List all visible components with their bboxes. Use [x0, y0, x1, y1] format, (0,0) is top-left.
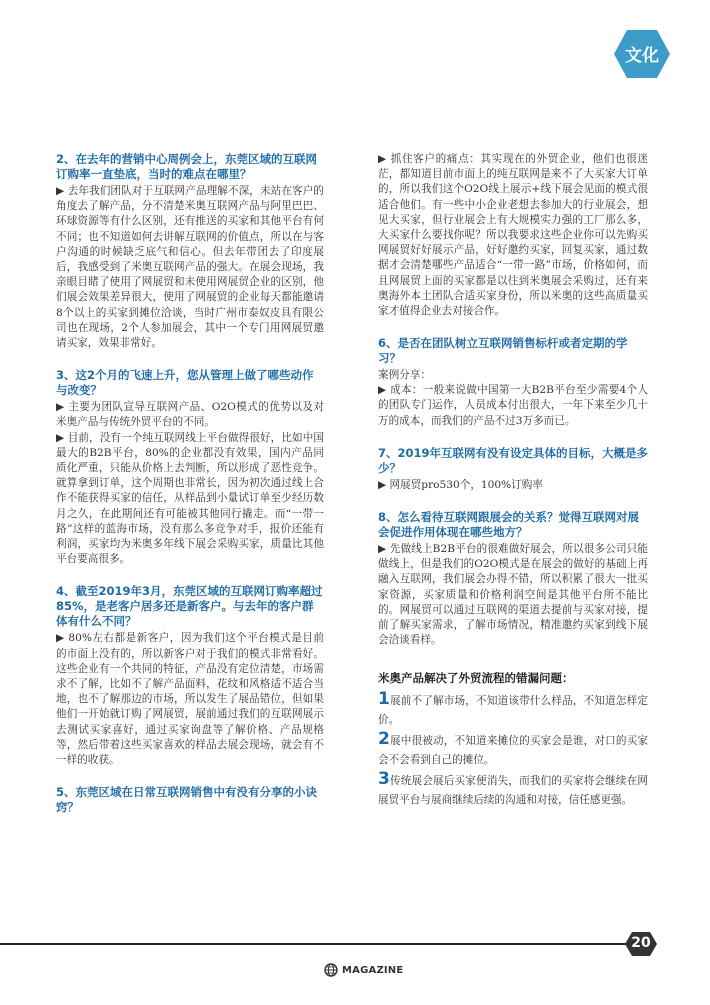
- question-6: 6、是否在团队树立互联网销售标杆或者定期的学习？: [378, 336, 628, 366]
- number-3: 3: [378, 769, 390, 790]
- answer-8: ▶ 先做线上B2B平台的很难做好展会，所以很多公司只能做线上，但是我们的O2O模式是在展会的做好的基础上再融入互联网，我们展会办得不错，所以积累了很大一批买家资源，买家质量和价格利润空间是其他平台所不能比的。网展贸可以通过互联网的渠道去提前与买家对接，提前了解买家需求，了解市场情况，精准邀约买家到线下展会洽谈看样。: [378, 543, 648, 647]
- question-8: 8、怎么看待互联网跟展会的关系？觉得互联网对展会促进作用体现在哪些地方？: [378, 510, 639, 540]
- case-share-label: 案例分享：: [378, 369, 431, 382]
- answer-4: ▶ 80%左右都是新客户，因为我们这个平台模式是目前的市面上没有的，所以新客户对于我们的模式非常看好。这些企业有一个共同的特征，产品没有定位清楚，市场需求不了解，比如不了解产品面料，花纹和风格适不适合当地，也不了解那边的市场，所以发生了展品错位，但如果他们一开始就订购了网展贸，展前通过我们的互联网展示去测试买家喜好，通过买家询盘等了解价格、产品规格等，然后带着这些买家喜欢的样品去展会现场，就会有不一样的收获。: [56, 632, 324, 767]
- answer-7: ▶ 网展贸pro530个，100%订购率: [378, 478, 543, 491]
- section-badge: [612, 28, 672, 80]
- question-4: 4、截至2019年3月，东莞区域的互联网订购率超过85%，是老客户居多还是新客户。与去年的客户群体有什么不同？: [56, 584, 323, 629]
- numbered-item-2-text: 展中很被动，不知道来摊位的买家会是谁，对口的买家会不会看到自己的摊位。: [378, 735, 648, 767]
- question-2: 2、在去年的营销中心周例会上，东莞区域的互联网订购率一直垫底，当时的难点在哪里？: [56, 152, 317, 181]
- answer-6: ▶ 成本：一般来说做中国第一大B2B平台至少需要4个人的团队专门运作，人员成本付出很大，一年下来至少几十万的成本，而我们的产品不过3万多而已。: [378, 384, 648, 427]
- answer-5: ▶ 抓住客户的痛点：其实现在的外贸企业，他们也很迷茫，都知道目前市面上的纯互联网是来不了大买家大订单的，所以我们这个O2O线上展示+线下展会见面的模式很适合他们。有一些中小企业老想去参加大的行业展会，想见大买家，但行业展会上有大规模实力强的工厂那么多，大买家什么要找你呢？所以我要求这些企业你可以先购买网展贸好好展示产品，好好邀约买家，回复买家，通过数据才会清楚哪些产品适合“一带一路”市场，价格如何，而且网展贸上面的买家都是以往到米奥展会采购过，还有来奥海外本土团队合适买家身份，所以米奥的这些高质量买家才值得企业去对接合作。: [378, 153, 648, 318]
- numbered-item-3-text: 传统展会展后买家便消失，而我们的买家将会继续在网展贸平台与展商继续后续的沟通和对接，信任感更强。: [378, 775, 648, 807]
- left-column: [56, 152, 324, 817]
- question-7: 7、2019年互联网有没有设定具体的目标，大概是多少？: [378, 445, 649, 475]
- globe-icon: [324, 963, 338, 977]
- footer-rule: [0, 943, 628, 945]
- magazine-logo: [324, 962, 403, 978]
- logo-text: MAGAZINE: [342, 964, 404, 976]
- numbered-item-1: [378, 689, 648, 730]
- answer-3-part-1: ▶ 主要为团队宣导互联网产品、O2O模式的优势以及对米奥产品与传统外贸平台的不同。: [56, 401, 324, 429]
- numbered-item-3: [378, 769, 648, 810]
- numbered-item-2: [378, 729, 648, 770]
- question-5: 5、东莞区域在日常互联网销售中有没有分享的小诀窍？: [56, 785, 317, 815]
- page-number: 20: [631, 935, 651, 951]
- question-3: 3、这2个月的飞速上升，您从管理上做了哪些动作与改变？: [56, 368, 314, 398]
- answer-2: ▶ 去年我们团队对于互联网产品理解不深，未站在客户的角度去了解产品，分不清楚米奥互联网产品与阿里巴巴、环球资源等有什么区别，还有推送的买家和其他平台有何不同；也不知道如何去讲解互联网的价值点，所以在与客户沟通的时候缺乏底气和信心。但去年带团去了印度展后，我感受到了米奥互联网产品的强大。在展会现场，我亲眼目睹了使用了网展贸和未使用网展贸企业的区别，他们展会效果差异很大，使用了网展贸的企业每天都能邀请8个以上的买家到摊位洽谈，当时广州市泰奴皮具有限公司也在现场，2个人参加展会，其中一个专门用网展贸邀请买家，效果非常好。: [56, 185, 324, 350]
- right-column: [378, 152, 648, 812]
- page-number-badge: [624, 931, 658, 957]
- numbered-item-1-text: 展前不了解市场，不知道该带什么样品，不知道怎样定价。: [378, 695, 648, 727]
- highlight-title: 米奥产品解决了外贸流程的错漏问题：: [378, 671, 574, 686]
- number-1: 1: [378, 689, 390, 710]
- number-2: 2: [378, 729, 390, 750]
- answer-3-part-2: ▶ 目前，没有一个纯互联网线上平台做得很好，比如中国最大的B2B平台，80%的企业都没有效果，国内产品同质化严重，只能从价格上去判断，所以形成了恶性竞争。就算拿到订单，这个周期也非常长，因为初次通过线上合作不能获得买家的信任，从样品到小量试订单至少经历数月之久，在此期间还有可能被其他同行撬走。而“一带一路”这样的蓝海市场，没有那么多竞争对手，报价还能有利润，买家均为米奥多年线下展会采购买家，质量比其他平台要高很多。: [56, 431, 324, 566]
- section-badge-label: 文化: [625, 46, 659, 66]
